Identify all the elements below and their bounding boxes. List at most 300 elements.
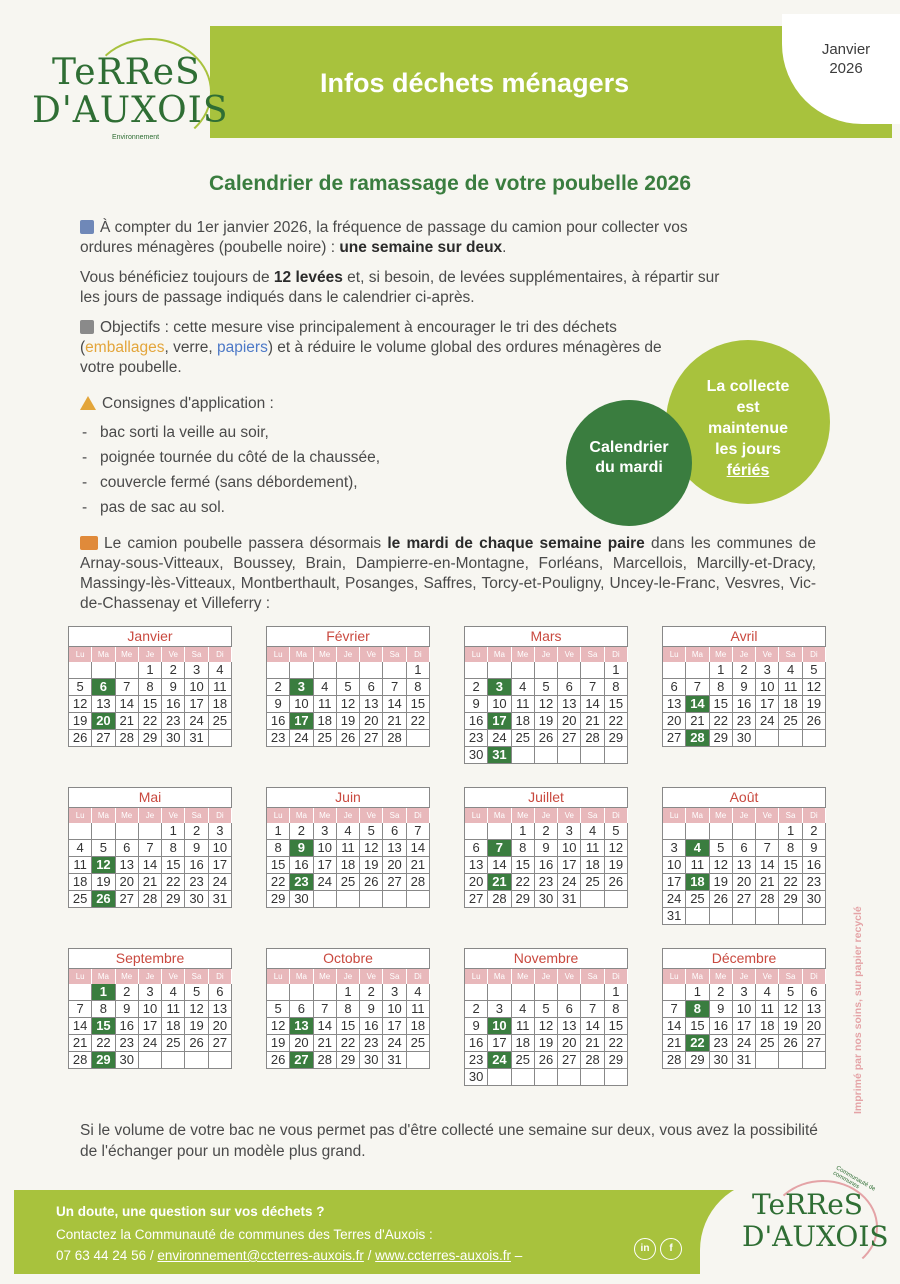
logo	[28, 36, 229, 146]
empty-cell	[314, 984, 337, 1001]
empty-cell	[803, 1052, 826, 1069]
day-cell: 4	[162, 984, 185, 1001]
day-cell: 11	[581, 840, 604, 857]
day-cell: 20	[360, 713, 383, 730]
intro-p4-text: Le camion poubelle passera désormais	[104, 535, 388, 552]
day-cell: 1	[779, 823, 802, 840]
day-cell: 29	[686, 1052, 709, 1069]
day-cell: 10	[663, 857, 686, 874]
list-item: - couvercle fermé (sans débordement),	[100, 470, 380, 495]
footer-logo-line1: TeRReS	[752, 1188, 863, 1221]
day-cell: 20	[558, 1035, 581, 1052]
day-cell: 25	[581, 874, 604, 891]
day-cell: 22	[92, 1035, 115, 1052]
month-grid	[68, 969, 232, 1069]
day-cell: 12	[535, 696, 558, 713]
day-cell: 12	[69, 696, 92, 713]
collection-day: 17	[290, 713, 313, 730]
day-cell: 24	[756, 713, 779, 730]
footer-question: Un doute, une question sur vos déchets ?	[56, 1204, 325, 1219]
weekday-header: Ma	[686, 647, 709, 662]
weekday-header: Je	[337, 969, 360, 984]
day-cell: 24	[733, 1035, 756, 1052]
day-cell: 11	[314, 696, 337, 713]
day-cell: 10	[488, 696, 511, 713]
footer-sep: /	[363, 1248, 376, 1263]
day-cell: 17	[383, 1018, 406, 1035]
day-cell: 6	[290, 1001, 313, 1018]
empty-cell	[267, 984, 290, 1001]
day-cell: 14	[139, 857, 162, 874]
weekday-header: Je	[139, 808, 162, 823]
day-cell: 30	[116, 1052, 139, 1069]
empty-cell	[185, 1052, 208, 1069]
intro-p3-mid: , verre,	[164, 339, 217, 356]
month-name: Août	[662, 787, 826, 808]
empty-cell	[686, 823, 709, 840]
day-cell: 7	[581, 679, 604, 696]
day-cell: 19	[779, 1018, 802, 1035]
day-cell: 17	[488, 1035, 511, 1052]
day-cell: 11	[779, 679, 802, 696]
day-cell: 7	[69, 1001, 92, 1018]
day-cell: 2	[290, 823, 313, 840]
truck-icon	[80, 536, 98, 550]
day-cell: 25	[209, 713, 232, 730]
month-calendar	[464, 787, 628, 908]
day-cell: 11	[686, 857, 709, 874]
empty-cell	[710, 908, 733, 925]
day-cell: 20	[290, 1035, 313, 1052]
day-cell: 19	[337, 713, 360, 730]
day-cell: 4	[209, 662, 232, 679]
day-cell: 16	[733, 696, 756, 713]
day-cell: 22	[512, 874, 535, 891]
day-cell: 30	[803, 891, 826, 908]
collection-day: 24	[488, 1052, 511, 1069]
day-cell: 25	[162, 1035, 185, 1052]
month-calendar	[68, 626, 232, 747]
weekday-header: Di	[605, 808, 628, 823]
day-cell: 11	[512, 696, 535, 713]
empty-cell	[558, 747, 581, 764]
day-cell: 30	[465, 1069, 488, 1086]
day-cell: 9	[360, 1001, 383, 1018]
weekday-header: Me	[710, 647, 733, 662]
month-calendar	[266, 787, 430, 908]
day-cell: 3	[383, 984, 406, 1001]
empty-cell	[407, 891, 430, 908]
day-cell: 18	[314, 713, 337, 730]
collection-day: 3	[290, 679, 313, 696]
day-cell: 18	[756, 1018, 779, 1035]
day-cell: 16	[803, 857, 826, 874]
collection-day: 7	[488, 840, 511, 857]
empty-cell	[360, 891, 383, 908]
day-cell: 24	[290, 730, 313, 747]
intro-p4-end: dans les communes de Arnay-sous-Vitteaux, Boussey, Brain, Dampierre-en-Montagne, Forléans, Marcellois, Marcilly-et-Dracy, Massingy-lès-Vitteaux, Montberthault, Posanges, Saffres, Torcy-et-Pouligny, Uncey-le-Franc, Vesvres, Vic-de-Chassenay et Villeferry :	[80, 535, 816, 612]
weekday-header: Di	[803, 647, 826, 662]
day-cell: 15	[267, 857, 290, 874]
day-cell: 9	[465, 1018, 488, 1035]
month-name: Octobre	[266, 948, 430, 969]
day-cell: 21	[116, 713, 139, 730]
day-cell: 17	[756, 696, 779, 713]
day-cell: 21	[69, 1035, 92, 1052]
day-cell: 27	[733, 891, 756, 908]
empty-cell	[581, 747, 604, 764]
weekday-header: Sa	[581, 969, 604, 984]
empty-cell	[663, 823, 686, 840]
month-name: Janvier	[68, 626, 232, 647]
day-cell: 26	[267, 1052, 290, 1069]
empty-cell	[663, 984, 686, 1001]
day-cell: 29	[605, 730, 628, 747]
day-cell: 29	[337, 1052, 360, 1069]
day-cell: 11	[756, 1001, 779, 1018]
day-cell: 20	[209, 1018, 232, 1035]
day-cell: 3	[558, 823, 581, 840]
facebook-icon[interactable]: f	[660, 1238, 682, 1260]
day-cell: 15	[779, 857, 802, 874]
intro-paragraph-3	[80, 318, 680, 378]
weekday-header: Ma	[488, 969, 511, 984]
empty-cell	[756, 730, 779, 747]
empty-cell	[803, 730, 826, 747]
day-cell: 12	[803, 679, 826, 696]
day-cell: 1	[605, 984, 628, 1001]
day-cell: 25	[512, 1052, 535, 1069]
weekday-header: Je	[337, 647, 360, 662]
day-cell: 24	[558, 874, 581, 891]
day-cell: 25	[686, 891, 709, 908]
day-cell: 8	[407, 679, 430, 696]
weekday-header: Ve	[558, 647, 581, 662]
month-grid	[464, 969, 628, 1086]
collection-day: 27	[290, 1052, 313, 1069]
day-cell: 6	[663, 679, 686, 696]
day-cell: 3	[663, 840, 686, 857]
day-cell: 6	[733, 840, 756, 857]
date-text	[806, 40, 886, 78]
bin-icon	[80, 320, 94, 334]
empty-cell	[581, 984, 604, 1001]
day-cell: 17	[558, 857, 581, 874]
day-cell: 14	[488, 857, 511, 874]
day-cell: 27	[360, 730, 383, 747]
day-cell: 5	[535, 1001, 558, 1018]
collection-day: 3	[488, 679, 511, 696]
month-grid	[266, 969, 430, 1069]
empty-cell	[512, 662, 535, 679]
weekday-header: Sa	[779, 647, 802, 662]
day-cell: 4	[407, 984, 430, 1001]
footer-links	[56, 1248, 522, 1263]
day-cell: 14	[663, 1018, 686, 1035]
month-calendar	[662, 948, 826, 1069]
day-cell: 5	[779, 984, 802, 1001]
empty-cell	[558, 662, 581, 679]
intro-paragraph-4	[80, 534, 816, 614]
day-cell: 3	[139, 984, 162, 1001]
day-cell: 24	[209, 874, 232, 891]
day-cell: 25	[337, 874, 360, 891]
weekday-header: Lu	[267, 647, 290, 662]
weekday-header: Ma	[290, 808, 313, 823]
day-cell: 23	[162, 713, 185, 730]
empty-cell	[733, 908, 756, 925]
empty-cell	[69, 662, 92, 679]
day-cell: 7	[663, 1001, 686, 1018]
weekday-header: Ma	[488, 808, 511, 823]
day-cell: 18	[581, 857, 604, 874]
weekday-header: Je	[733, 969, 756, 984]
day-cell: 23	[535, 874, 558, 891]
day-cell: 20	[558, 713, 581, 730]
weekday-header: Sa	[383, 647, 406, 662]
weekday-header: Di	[605, 647, 628, 662]
day-cell: 16	[465, 713, 488, 730]
empty-cell	[756, 908, 779, 925]
collection-day: 10	[488, 1018, 511, 1035]
day-cell: 20	[116, 874, 139, 891]
weekday-header: Me	[116, 969, 139, 984]
footer-contact: Contactez la Communauté de communes des Terres d'Auxois :	[56, 1227, 433, 1242]
intro-paragraph-1	[80, 218, 730, 258]
weekday-header: Lu	[69, 647, 92, 662]
weekday-header: Di	[209, 647, 232, 662]
day-cell: 7	[756, 840, 779, 857]
day-cell: 1	[337, 984, 360, 1001]
intro-p1-text: À compter du 1er janvier 2026, la fréquence de passage du camion pour collecter vos ordures ménagères (poubelle noire) :	[80, 219, 688, 256]
day-cell: 17	[209, 857, 232, 874]
empty-cell	[267, 662, 290, 679]
empty-cell	[209, 730, 232, 747]
logo-line2: D'AUXOIS	[32, 90, 229, 131]
day-cell: 9	[803, 840, 826, 857]
day-cell: 13	[733, 857, 756, 874]
day-cell: 13	[558, 696, 581, 713]
weekday-header: Ve	[756, 969, 779, 984]
day-cell: 8	[779, 840, 802, 857]
empty-cell	[558, 984, 581, 1001]
day-cell: 30	[733, 730, 756, 747]
day-cell: 16	[465, 1035, 488, 1052]
day-cell: 28	[383, 730, 406, 747]
day-cell: 31	[663, 908, 686, 925]
empty-cell	[803, 908, 826, 925]
linkedin-icon[interactable]: in	[634, 1238, 656, 1260]
day-cell: 28	[663, 1052, 686, 1069]
day-cell: 13	[465, 857, 488, 874]
list-item: - poignée tournée du côté de la chaussée,	[100, 445, 380, 470]
day-cell: 26	[535, 730, 558, 747]
day-cell: 30	[535, 891, 558, 908]
day-cell: 7	[139, 840, 162, 857]
day-cell: 19	[605, 857, 628, 874]
day-cell: 19	[92, 874, 115, 891]
footer-email[interactable]: environnement@ccterres-auxois.fr	[157, 1248, 364, 1263]
day-cell: 22	[779, 874, 802, 891]
empty-cell	[488, 662, 511, 679]
day-cell: 4	[512, 679, 535, 696]
weekday-header: Sa	[383, 969, 406, 984]
day-cell: 25	[512, 730, 535, 747]
month-grid	[68, 647, 232, 747]
collection-day: 26	[92, 891, 115, 908]
day-cell: 1	[407, 662, 430, 679]
day-cell: 8	[710, 679, 733, 696]
weekday-header: Ma	[290, 969, 313, 984]
month-name: Avril	[662, 626, 826, 647]
day-cell: 14	[581, 696, 604, 713]
weekday-header: Di	[803, 969, 826, 984]
empty-cell	[535, 1069, 558, 1086]
side-text: Imprimé par nos soins, sur papier recyclé	[852, 906, 864, 1114]
day-cell: 4	[779, 662, 802, 679]
day-cell: 9	[465, 696, 488, 713]
weekday-header: Me	[512, 969, 535, 984]
day-cell: 7	[314, 1001, 337, 1018]
day-cell: 27	[209, 1035, 232, 1052]
day-cell: 27	[803, 1035, 826, 1052]
empty-cell	[139, 1052, 162, 1069]
day-cell: 13	[360, 696, 383, 713]
empty-cell	[512, 984, 535, 1001]
day-cell: 20	[803, 1018, 826, 1035]
day-cell: 2	[465, 679, 488, 696]
weekday-header: Ma	[92, 969, 115, 984]
collection-day: 23	[290, 874, 313, 891]
collection-day: 20	[92, 713, 115, 730]
day-cell: 6	[383, 823, 406, 840]
month-name: Mai	[68, 787, 232, 808]
month-calendar	[464, 948, 628, 1086]
day-cell: 21	[139, 874, 162, 891]
day-cell: 16	[185, 857, 208, 874]
day-cell: 23	[465, 730, 488, 747]
weekday-header: Ma	[290, 647, 313, 662]
day-cell: 22	[407, 713, 430, 730]
weekday-header: Ma	[686, 808, 709, 823]
weekday-header: Sa	[779, 808, 802, 823]
month-name: Mars	[464, 626, 628, 647]
day-cell: 15	[139, 696, 162, 713]
day-cell: 16	[267, 713, 290, 730]
weekday-header: Je	[139, 969, 162, 984]
day-cell: 2	[185, 823, 208, 840]
day-cell: 6	[360, 679, 383, 696]
weekday-header: Di	[209, 969, 232, 984]
day-cell: 8	[512, 840, 535, 857]
weekday-header: Di	[407, 647, 430, 662]
empty-cell	[605, 747, 628, 764]
day-cell: 27	[558, 730, 581, 747]
month-name: Février	[266, 626, 430, 647]
day-cell: 5	[535, 679, 558, 696]
day-cell: 22	[267, 874, 290, 891]
month-calendar	[68, 948, 232, 1069]
day-cell: 16	[290, 857, 313, 874]
weekday-header: Di	[803, 808, 826, 823]
month-name: Décembre	[662, 948, 826, 969]
day-cell: 5	[267, 1001, 290, 1018]
day-cell: 5	[803, 662, 826, 679]
empty-cell	[710, 823, 733, 840]
day-cell: 3	[733, 984, 756, 1001]
day-cell: 3	[488, 1001, 511, 1018]
day-cell: 11	[407, 1001, 430, 1018]
footer-phone[interactable]: 07 63 44 24 56	[56, 1248, 147, 1263]
day-cell: 4	[512, 1001, 535, 1018]
day-cell: 15	[512, 857, 535, 874]
list-item: - bac sorti la veille au soir,	[100, 420, 380, 445]
bottom-text: Si le volume de votre bac ne vous permet pas d'être collecté une semaine sur deux, vous avez la possibilité de l'échanger pour un modèle plus grand.	[80, 1122, 818, 1160]
day-cell: 24	[185, 713, 208, 730]
day-cell: 9	[733, 679, 756, 696]
consignes-heading	[80, 394, 480, 414]
day-cell: 6	[558, 679, 581, 696]
day-cell: 19	[185, 1018, 208, 1035]
weekday-header: Ve	[756, 647, 779, 662]
weekday-header: Di	[605, 969, 628, 984]
day-cell: 15	[605, 1018, 628, 1035]
day-cell: 12	[337, 696, 360, 713]
month-calendar	[464, 626, 628, 764]
weekday-header: Me	[512, 808, 535, 823]
empty-cell	[116, 823, 139, 840]
empty-cell	[488, 984, 511, 1001]
weekday-header: Sa	[383, 808, 406, 823]
day-cell: 23	[116, 1035, 139, 1052]
day-cell: 14	[383, 696, 406, 713]
empty-cell	[69, 984, 92, 1001]
day-cell: 21	[663, 1035, 686, 1052]
empty-cell	[337, 891, 360, 908]
weekday-header: Lu	[267, 808, 290, 823]
intro-paragraph-2	[80, 268, 730, 308]
day-cell: 16	[535, 857, 558, 874]
day-cell: 30	[290, 891, 313, 908]
empty-cell	[314, 662, 337, 679]
day-cell: 12	[605, 840, 628, 857]
weekday-header: Je	[733, 808, 756, 823]
collection-day: 13	[290, 1018, 313, 1035]
footer-site[interactable]: www.ccterres-auxois.fr	[375, 1248, 511, 1263]
day-cell: 8	[139, 679, 162, 696]
day-cell: 15	[710, 696, 733, 713]
day-cell: 15	[407, 696, 430, 713]
day-cell: 27	[465, 891, 488, 908]
collecte-line5: fériés	[726, 462, 770, 479]
day-cell: 2	[116, 984, 139, 1001]
intro-p1-bold: une semaine sur deux	[339, 239, 503, 256]
day-cell: 24	[488, 730, 511, 747]
empty-cell	[663, 662, 686, 679]
empty-cell	[383, 891, 406, 908]
day-cell: 7	[686, 679, 709, 696]
day-cell: 13	[663, 696, 686, 713]
day-cell: 6	[803, 984, 826, 1001]
day-cell: 14	[116, 696, 139, 713]
day-cell: 24	[139, 1035, 162, 1052]
empty-cell	[465, 984, 488, 1001]
day-cell: 4	[756, 984, 779, 1001]
day-cell: 5	[605, 823, 628, 840]
day-cell: 23	[710, 1035, 733, 1052]
day-cell: 28	[69, 1052, 92, 1069]
day-cell: 5	[92, 840, 115, 857]
